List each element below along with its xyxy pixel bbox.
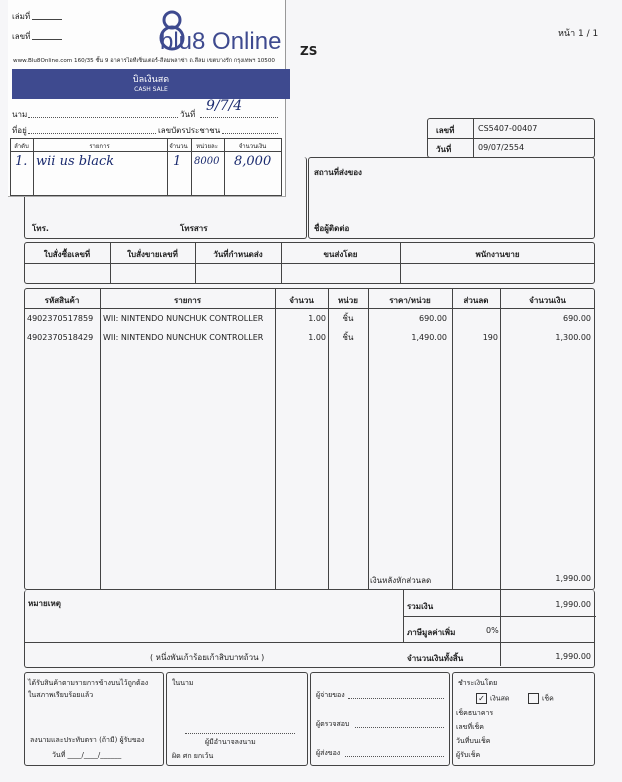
- vat-label: ภาษีมูลค่าเพิ่ม: [407, 628, 456, 637]
- authorized-name: ผิด ศก ยกเว้น: [172, 752, 214, 760]
- slip-name-label: นาม: [12, 110, 28, 119]
- pay-by-label: ชำระเงินโดย: [458, 679, 498, 687]
- grand-total-value: 1,990.00: [555, 652, 591, 661]
- order-col-sales: พนักงานขาย: [475, 250, 520, 259]
- table-cell-code: 4902370517859: [27, 314, 94, 323]
- slip-row-qty: 1: [173, 154, 182, 169]
- checkbox-checked-icon[interactable]: ✓: [476, 693, 487, 704]
- slip-date-handwritten: 9/7/4: [206, 98, 243, 114]
- table-cell-price: 1,490.00: [411, 333, 447, 342]
- received-text-2: ในสภาพเรียบร้อยแล้ว: [28, 691, 94, 699]
- receiver-sign-label: ลงนามและประทับตรา (ถ้ามี) ผู้รับของ: [30, 736, 145, 744]
- cash-label: เงินสด: [490, 694, 510, 703]
- remarks-label: หมายเหตุ: [28, 599, 61, 608]
- slip-title-th: บิลเงินสด: [132, 75, 170, 85]
- cheque-label: เช็ค: [542, 694, 554, 703]
- ship-to-label: สถานที่ส่งของ: [314, 168, 362, 177]
- items-col-amount: จำนวนเงิน: [529, 296, 566, 305]
- items-col-desc: รายการ: [173, 296, 202, 305]
- checkbox-icon[interactable]: [528, 693, 539, 704]
- amount-in-words: ( หนึ่งพันเก้าร้อยเก้าสิบบาทถ้วน ): [150, 653, 265, 662]
- items-col-discount: ส่วนลด: [463, 296, 489, 305]
- slip-row-no: 1.: [15, 154, 28, 169]
- slip-col-amount: จำนวนเงิน: [238, 143, 267, 150]
- table-cell-code: 4902370518429: [27, 333, 94, 342]
- items-col-code: รหัสสินค้า: [44, 296, 80, 305]
- slip-address-label: ที่อยู่: [12, 126, 27, 135]
- table-cell-unit: ชิ้น: [342, 333, 354, 342]
- table-cell-amount: 690.00: [563, 314, 591, 323]
- authorized-label: ผู้มีอำนาจลงนาม: [205, 738, 256, 746]
- subtotal-label: รวมเงิน: [407, 602, 434, 611]
- slip-row-amount: 8,000: [234, 154, 272, 169]
- doc-no-label: เลขที่: [436, 126, 455, 135]
- after-discount-label: เงินหลังหักส่วนลด: [370, 576, 432, 585]
- cash-sale-slip: [8, 0, 286, 197]
- cash-option: [476, 693, 509, 705]
- cheque-option: [528, 693, 554, 705]
- bank-label: เช็คธนาคาร: [456, 709, 494, 717]
- table-cell-amount: 1,300.00: [555, 333, 591, 342]
- slip-col-item: รายการ: [89, 143, 110, 150]
- receiver-date: วันที่ ____/____/______: [52, 751, 122, 759]
- vat-rate: 0%: [486, 626, 499, 635]
- table-cell-price: 690.00: [419, 314, 447, 323]
- table-cell-unit: ชิ้น: [342, 314, 354, 323]
- sender-label: ผู้ส่งของ: [316, 749, 341, 757]
- table-cell-qty: 1.00: [308, 314, 326, 323]
- slip-date-label: วันที่: [180, 110, 196, 119]
- table-cell-discount: 190: [482, 333, 498, 342]
- slip-col-price: หน่วยละ: [196, 143, 218, 150]
- slip-taxid-label: เลขบัตรประชาชน: [158, 126, 221, 135]
- order-col-ship: ขนส่งโดย: [323, 250, 358, 259]
- slip-col-no: ลำดับ: [14, 143, 29, 150]
- slip-address: www.Blu8Online.com 160/35 ชั้น 9 อาคารไอทีเซ็นเตอร์-สีลมพลาซ่า ถ.สีลม เขตบางรัก กรุงเทพฯ 10500: [13, 58, 275, 64]
- items-col-unit: หน่วย: [338, 296, 358, 305]
- date-label: วันที่: [436, 145, 452, 154]
- items-col-price: ราคา/หน่วย: [389, 296, 431, 305]
- tel-label: โทร.: [32, 224, 49, 233]
- on-behalf-label: ในนาม: [172, 679, 194, 687]
- company-name-fragment: ZS: [300, 44, 318, 58]
- items-col-qty: จำนวน: [289, 296, 314, 305]
- received-text-1: ได้รับสินค้าตามรายการข้างบนไว้ถูกต้อง: [28, 679, 149, 687]
- slip-book-label: เล่มที่: [12, 12, 31, 21]
- doc-date: 09/07/2554: [478, 143, 525, 152]
- brand-name: blu8 Online: [160, 28, 282, 55]
- page-number: หน้า 1 / 1: [558, 29, 599, 39]
- slip-col-qty: จำนวน: [169, 143, 188, 150]
- order-col-due: วันที่กำหนดส่ง: [213, 250, 263, 259]
- after-discount-value: 1,990.00: [555, 574, 591, 583]
- slip-header: [12, 69, 290, 99]
- cheque-no-label: เลขที่เช็ค: [456, 723, 484, 731]
- cheque-receiver-label: ผู้รับเช็ค: [456, 751, 481, 759]
- doc-no: CS5407-00407: [478, 124, 538, 133]
- contact-label: ชื่อผู้ติดต่อ: [314, 224, 350, 233]
- order-col-so: ใบสั่งขายเลขที่: [127, 250, 178, 259]
- checker-label: ผู้ตรวจสอบ: [316, 720, 350, 728]
- subtotal-value: 1,990.00: [555, 600, 591, 609]
- cheque-date-label: วันที่บนเช็ค: [456, 737, 491, 745]
- grand-total-label: จำนวนเงินทั้งสิ้น: [407, 654, 464, 663]
- fax-label: โทรสาร: [180, 224, 208, 233]
- table-cell-qty: 1.00: [308, 333, 326, 342]
- slip-row-price: 8000: [194, 156, 220, 167]
- table-cell-desc: WII: NINTENDO NUNCHUK CONTROLLER: [103, 314, 264, 323]
- slip-no-label: เลขที่: [12, 32, 31, 41]
- slip-title-en: CASH SALE: [134, 86, 168, 93]
- order-col-po: ใบสั่งซื้อเลขที่: [43, 250, 91, 259]
- payer-label: ผู้จ่ายของ: [316, 691, 345, 699]
- slip-row-item: wii us black: [36, 154, 115, 169]
- table-cell-desc: WII: NINTENDO NUNCHUK CONTROLLER: [103, 333, 264, 342]
